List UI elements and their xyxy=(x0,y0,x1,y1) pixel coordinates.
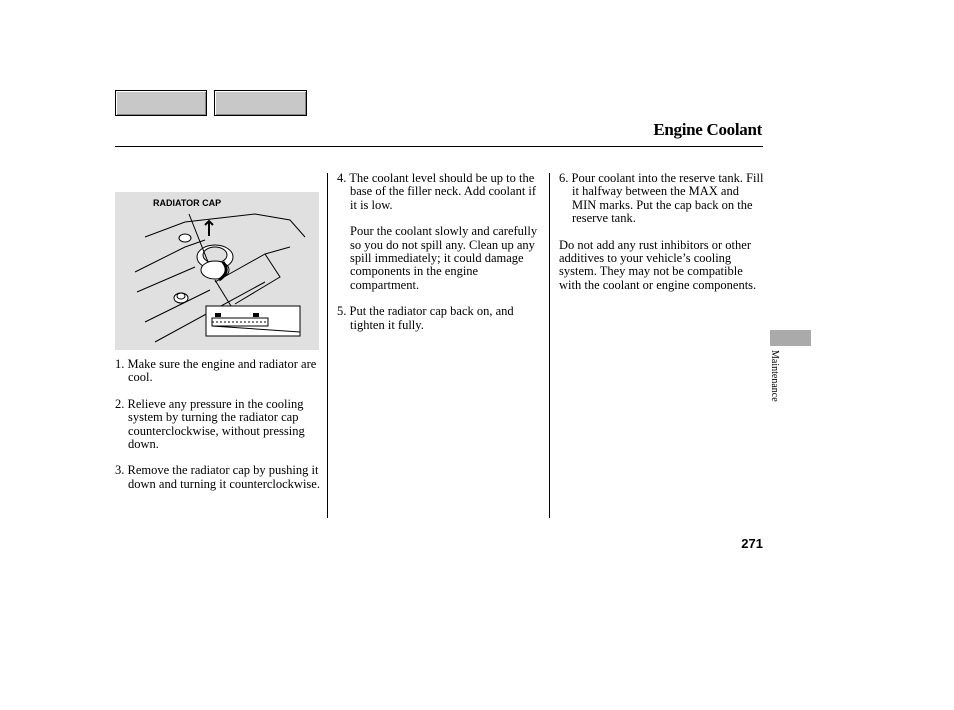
page-title: Engine Coolant xyxy=(653,120,762,139)
engine-drawing xyxy=(115,192,319,350)
column-1 xyxy=(115,358,325,504)
nav-tab-previous[interactable] xyxy=(115,90,207,116)
nav-tab-contents[interactable] xyxy=(214,90,307,116)
column-divider xyxy=(549,173,550,518)
column-divider xyxy=(327,173,328,518)
column-2 xyxy=(337,172,542,345)
page-number: 271 xyxy=(741,536,763,551)
figure-label: RADIATOR CAP xyxy=(153,198,222,208)
caution-note: Do not add any rust inhibitors or other additives to your vehicle’s cooling system. They may not be compatible with the coolant or engine components. xyxy=(559,237,757,292)
radiator-cap-illustration xyxy=(115,192,319,350)
step-3: 3. Remove the radiator cap by pushing it down and turning it counterclockwise. xyxy=(115,463,320,491)
step-4-note: Pour the coolant slowly and carefully so you do not spill any. Clean up any spill immediately; it could damage components in the engine compartment. xyxy=(350,224,538,292)
step-4: 4. The coolant level should be up to the base of the filler neck. Add coolant if it is low. xyxy=(337,171,537,212)
column-3 xyxy=(559,172,764,305)
section-label: Maintenance xyxy=(769,350,780,402)
step-6: 6. Pour coolant into the reserve tank. Fill it halfway between the MAX and MIN marks. Put the cap back on the reserve tank. xyxy=(559,171,764,226)
step-5: 5. Put the radiator cap back on, and tighten it fully. xyxy=(337,304,514,332)
header-rule xyxy=(115,146,763,147)
section-tab[interactable] xyxy=(770,330,811,346)
step-2: 2. Relieve any pressure in the cooling system by turning the radiator cap counterclockwise, without pressing down. xyxy=(115,396,305,452)
step-1: 1. Make sure the engine and radiator are cool. xyxy=(115,357,317,385)
